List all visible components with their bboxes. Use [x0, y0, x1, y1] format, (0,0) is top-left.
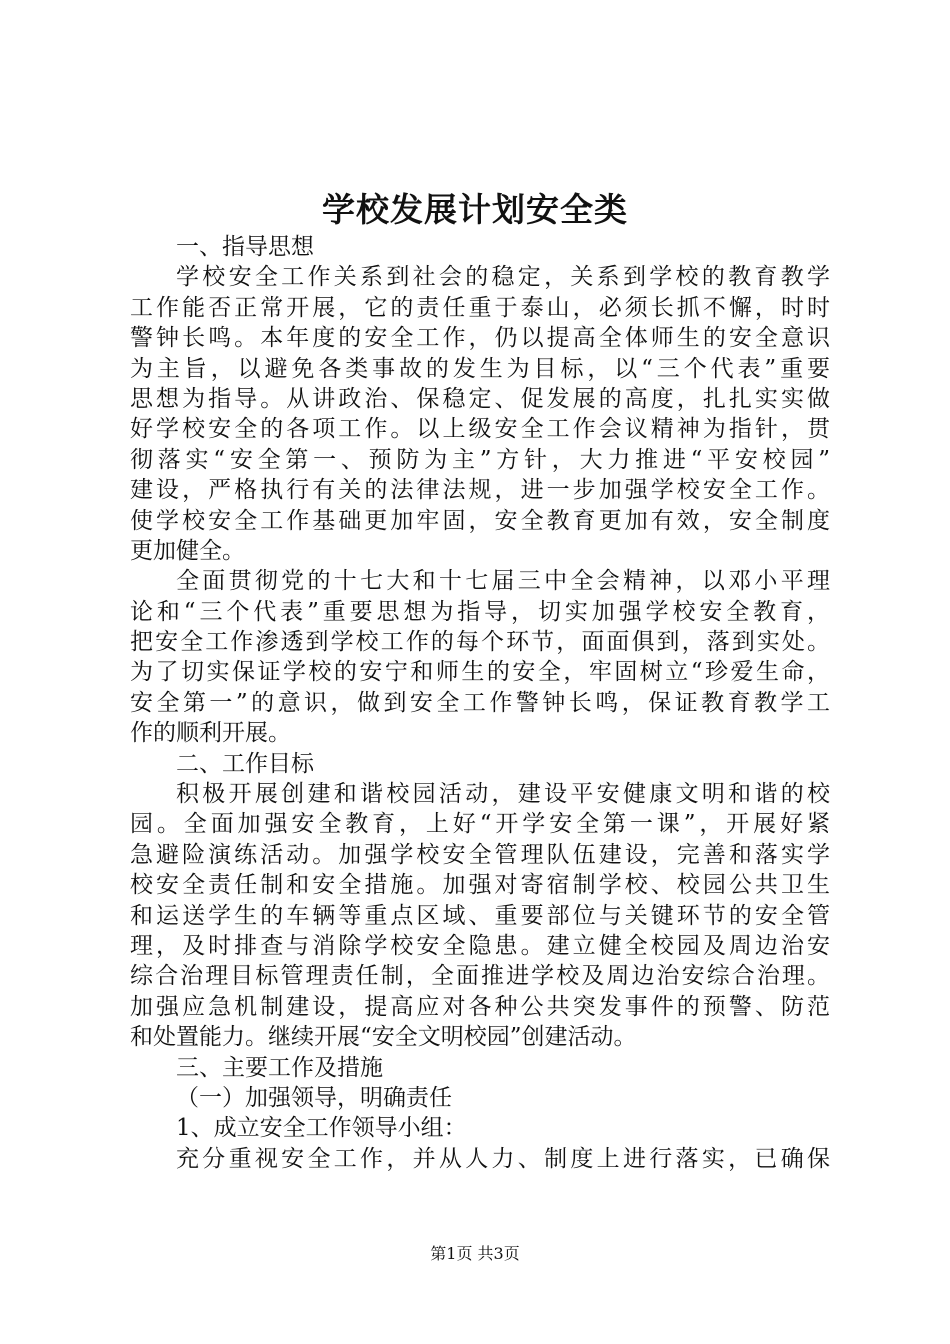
text-line: （一）加强领导，明确责任 — [176, 1084, 452, 1111]
text-line: 校安全责任制和安全措施。加强对寄宿制学校、校园公共卫生 — [130, 872, 830, 899]
text-line: 学校安全工作关系到社会的稳定，关系到学校的教育教学 — [176, 264, 830, 291]
text-line: 加强应急机制建设，提高应对各种公共突发事件的预警、防范 — [130, 993, 830, 1020]
text-line: 急避险演练活动。加强学校安全管理队伍建设，完善和落实学 — [130, 841, 830, 868]
text-line: 更加健全。 — [130, 537, 245, 564]
text-line: 综合治理目标管理责任制，全面推进学校及周边治安综合治理。 — [130, 963, 830, 990]
text-line: 二、工作目标 — [176, 750, 314, 777]
text-line: 全面贯彻党的十七大和十七届三中全会精神，以邓小平理 — [176, 568, 830, 595]
text-line: 充分重视安全工作，并从人力、制度上进行落实，已确保 — [176, 1145, 830, 1172]
text-line: 警钟长鸣。本年度的安全工作，仍以提高全体师生的安全意识 — [130, 325, 830, 352]
text-line: 1、成立安全工作领导小组： — [176, 1115, 467, 1142]
document-body — [130, 232, 830, 1174]
text-line: 思想为指导。从讲政治、保稳定、促发展的高度，扎扎实实做 — [130, 385, 830, 412]
text-line: 为了切实保证学校的安宁和师生的安全，牢固树立“珍爱生命， — [130, 659, 830, 686]
text-line: 和处置能力。继续开展“安全文明校园”创建活动。 — [130, 1024, 637, 1051]
page-footer: 第1页 共3页 — [430, 1244, 520, 1263]
document-title: 学校发展计划安全类 — [322, 190, 628, 229]
text-line: 理，及时排查与消除学校安全隐患。建立健全校园及周边治安 — [130, 932, 830, 959]
text-line: 作的顺利开展。 — [130, 720, 291, 747]
text-line: 使学校安全工作基础更加牢固，安全教育更加有效，安全制度 — [130, 507, 830, 534]
text-line: 安全第一”的意识，做到安全工作警钟长鸣，保证教育教学工 — [130, 689, 830, 716]
text-line: 三、主要工作及措施 — [176, 1054, 383, 1081]
text-line: 建设，严格执行有关的法律法规，进一步加强学校安全工作。 — [130, 477, 830, 504]
text-line: 一、指导思想 — [176, 234, 314, 260]
text-line: 彻落实“安全第一、预防为主”方针，大力推进“平安校园” — [130, 446, 830, 473]
text-line: 把安全工作渗透到学校工作的每个环节，面面俱到，落到实处。 — [130, 629, 830, 656]
text-line: 园。全面加强安全教育，上好“开学安全第一课”，开展好紧 — [130, 811, 830, 838]
text-line: 论和“三个代表”重要思想为指导，切实加强学校安全教育， — [130, 598, 830, 625]
text-line: 工作能否正常开展，它的责任重于泰山，必须长抓不懈，时时 — [130, 294, 830, 321]
text-line: 为主旨，以避免各类事故的发生为目标，以“三个代表”重要 — [130, 355, 830, 382]
text-line: 积极开展创建和谐校园活动，建设平安健康文明和谐的校 — [176, 781, 830, 808]
text-line: 好学校安全的各项工作。以上级安全工作会议精神为指针，贯 — [130, 416, 830, 443]
text-line: 和运送学生的车辆等重点区域、重要部位与关键环节的安全管 — [130, 902, 830, 929]
